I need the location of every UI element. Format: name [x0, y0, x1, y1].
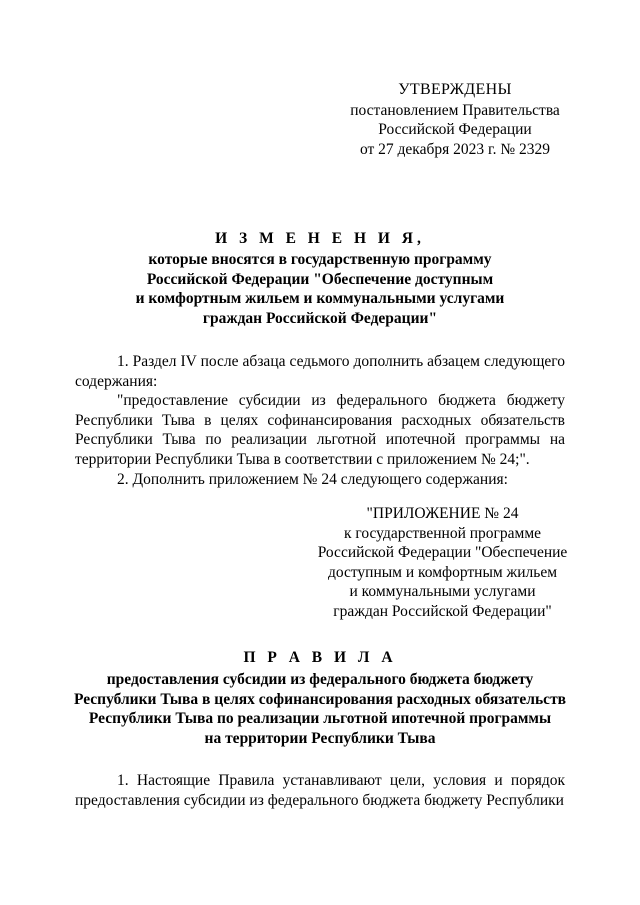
approval-block [330, 80, 580, 159]
appendix-line: "ПРИЛОЖЕНИЕ № 24 [366, 505, 519, 522]
approval-line: Российской Федерации [378, 121, 532, 139]
appendix-line: к государственной программе [343, 524, 542, 542]
changes-subtitle-line: которые вносятся в государственную программу [148, 251, 492, 268]
changes-body [75, 352, 565, 489]
approval-line: постановлением Правительства [350, 101, 560, 119]
appendix-line: граждан Российской Федерации" [333, 602, 552, 620]
appendix-line: Российской Федерации "Обеспечение [317, 544, 568, 562]
appendix-block [310, 504, 575, 622]
changes-subtitle-line: граждан Российской Федерации" [202, 309, 438, 327]
appendix-line: доступным и комфортным жильем [327, 563, 558, 581]
item-1-paragraph: 1. Раздел IV после абзаца седьмого дополнить абзацем следующего содержания: [75, 353, 565, 390]
changes-subtitle-line: и комфортным жильем и коммунальными услугами [135, 290, 505, 308]
rules-title: П Р А В И Л А [243, 649, 397, 666]
approval-line: от 27 декабря 2023 г. № 2329 [359, 140, 551, 158]
rules-subtitle-line: Республики Тыва в целях софинансирования расходных обязательств [73, 690, 567, 708]
rules-body [75, 771, 565, 810]
rules-paragraph-1: 1. Настоящие Правила устанавливают цели, условия и порядок предоставления субсидии из федерального бюджета бюджету Республики [75, 772, 565, 809]
rules-subtitle-line: Республики Тыва по реализации льготной ипотечной программы [88, 710, 552, 728]
changes-subtitle [80, 250, 560, 328]
quote-paragraph: "предоставление субсидии из федерального бюджета бюджету Республики Тыва в целях софинансирования расходных обязательств Республики Тыва по реализации льготной ипотечной программы на территории Республики Тыва в соответствии с приложением № 24;". [75, 392, 565, 468]
approval-heading: УТВЕРЖДЕНЫ [398, 81, 512, 98]
rules-subtitle-line: предоставления субсидии из федерального бюджета бюджету [106, 671, 534, 688]
item-2-paragraph: 2. Дополнить приложением № 24 следующего содержания: [117, 470, 508, 488]
changes-subtitle-line: Российской Федерации "Обеспечение доступным [146, 270, 494, 288]
appendix-line: и коммунальными услугами [349, 583, 536, 601]
changes-title: И З М Е Н Е Н И Я, [215, 230, 425, 247]
rules-subtitle [60, 670, 580, 748]
rules-subtitle-line: на территории Республики Тыва [204, 729, 436, 747]
